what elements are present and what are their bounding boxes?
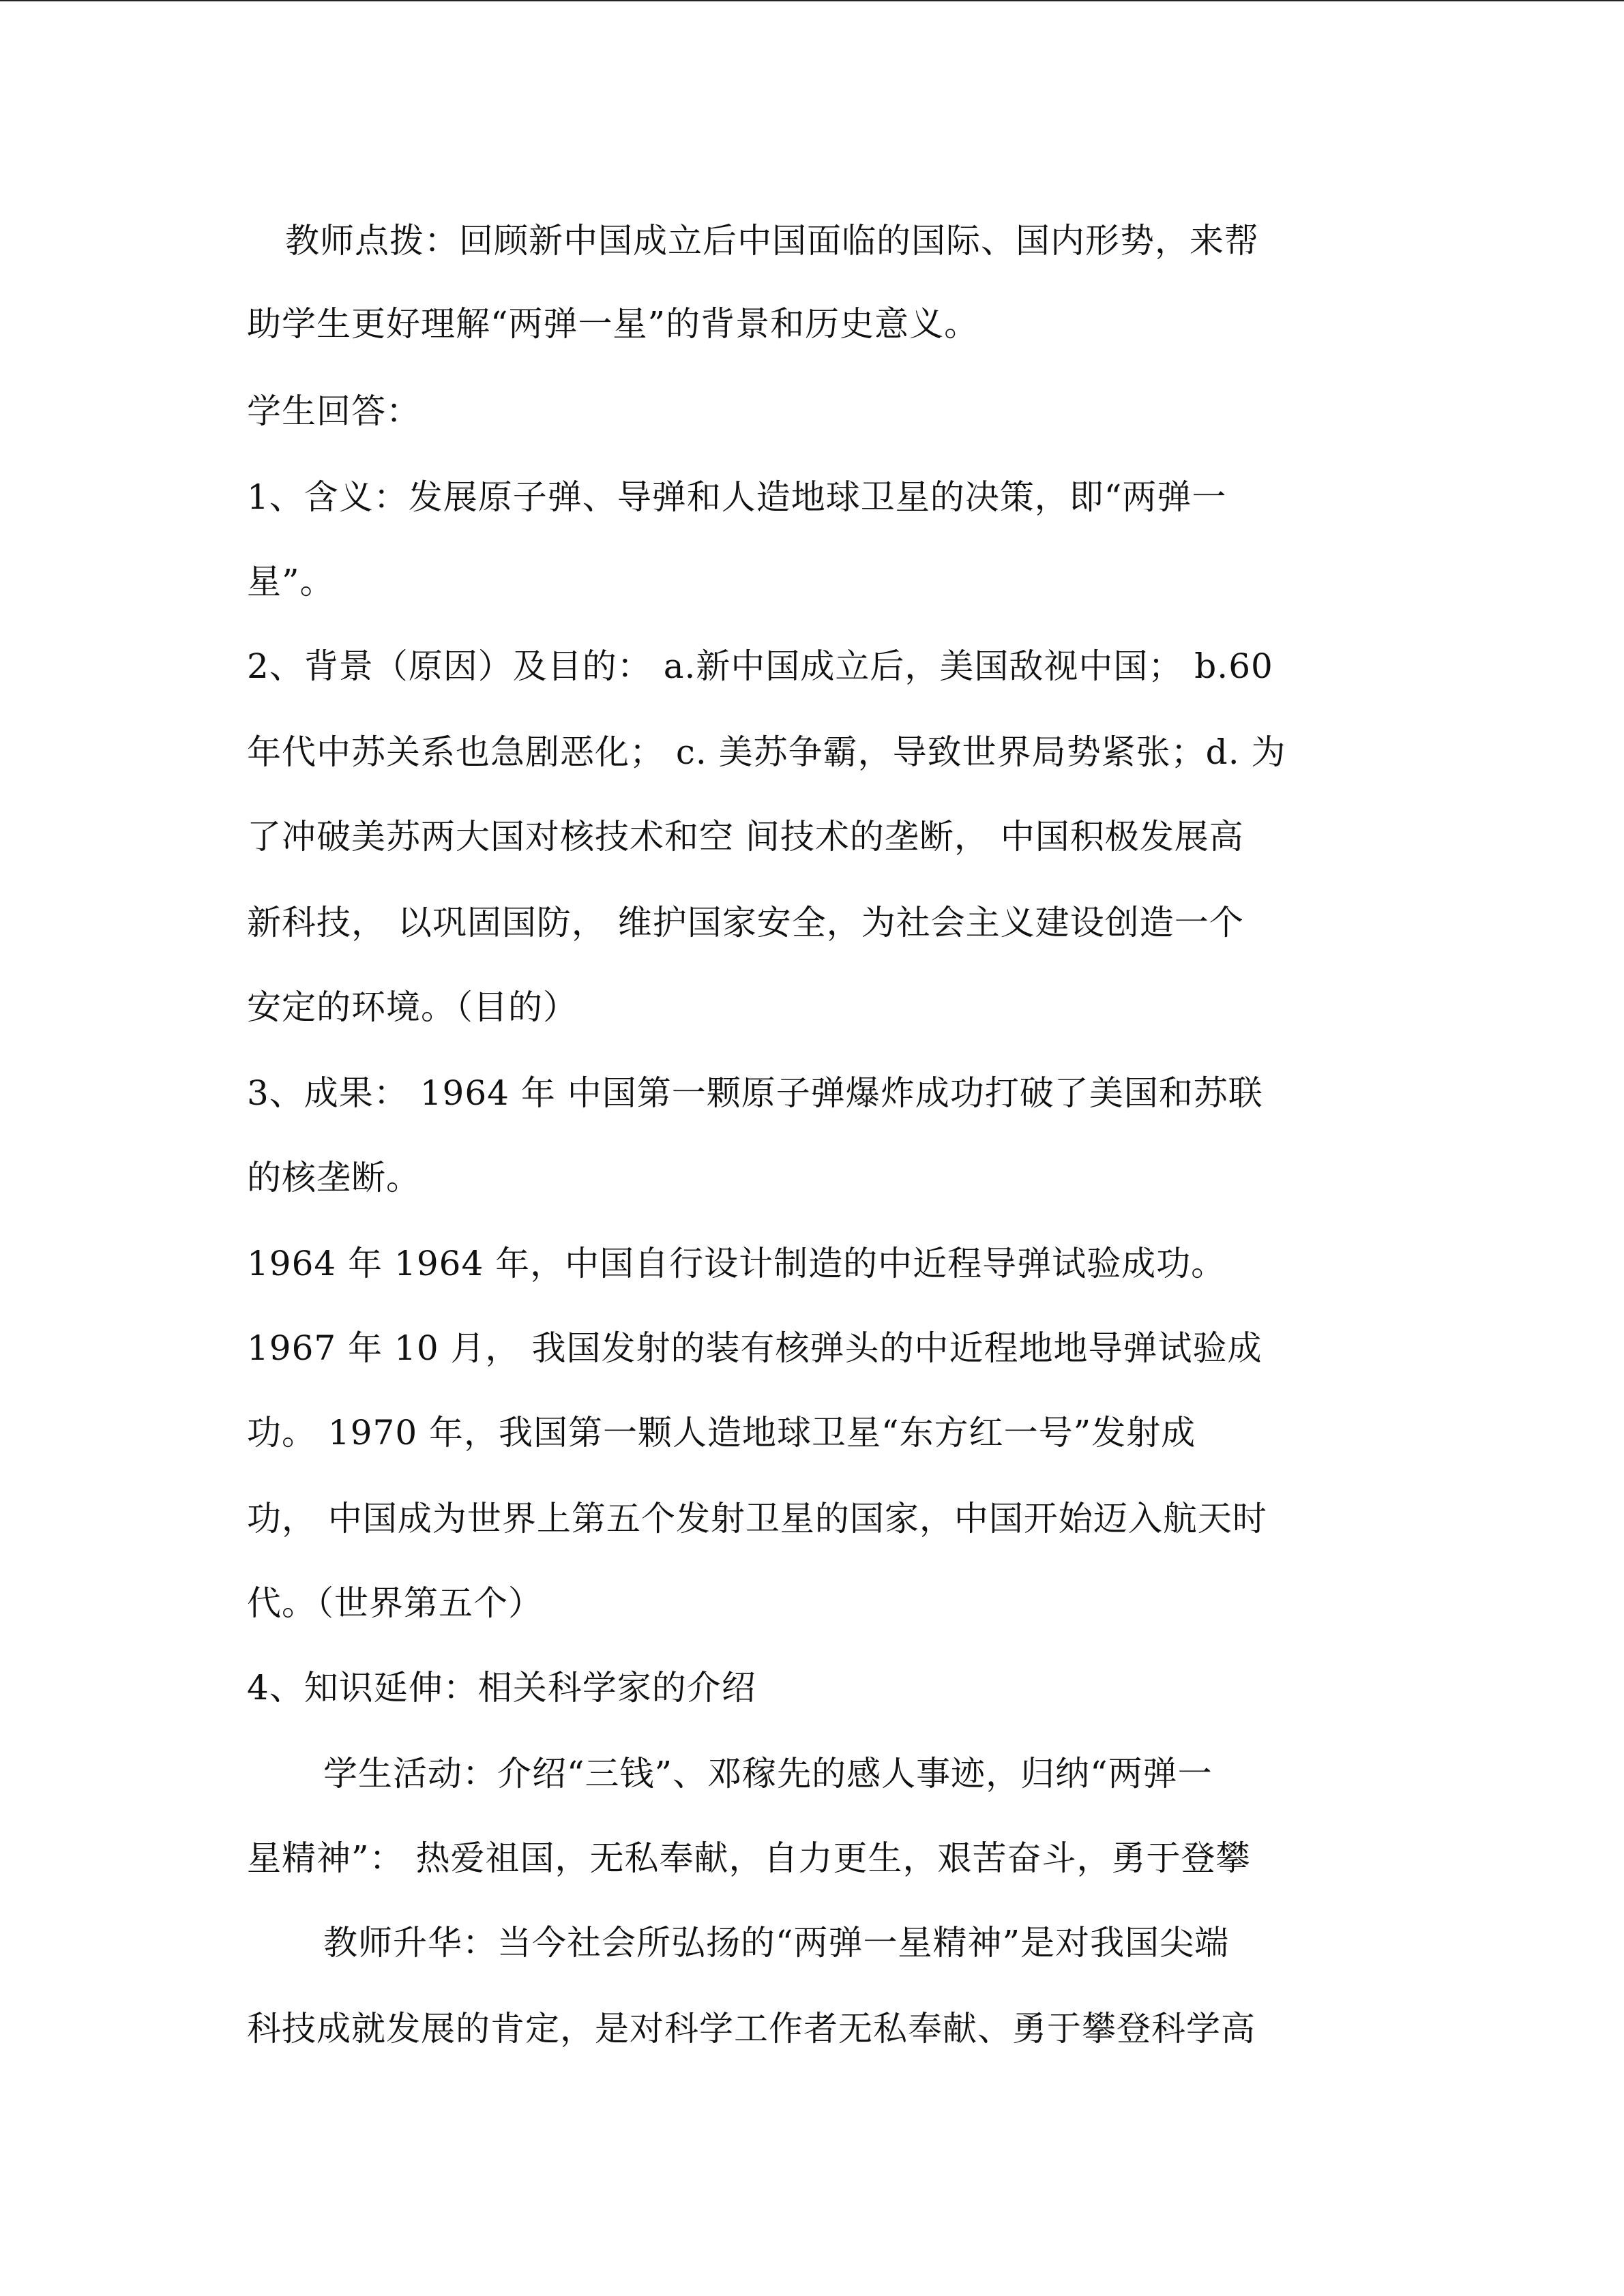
text-line: 星精神”： 热爱祖国，无私奉献，自力更生，艰苦奋斗，勇于登攀 — [247, 1838, 1251, 1878]
text-line: 的核垄断。 — [247, 1158, 421, 1197]
text-line: 年代中苏关系也急剧恶化； c. 美苏争霸，导致世界局势紧张；d. 为 — [247, 732, 1286, 772]
text-line: 功。 1970 年，我国第一颗人造地球卫星“东方红一号”发射成 — [247, 1413, 1196, 1452]
text-line: 功， 中国成为世界上第五个发射卫星的国家，中国开始迈入航天时 — [247, 1499, 1267, 1538]
text-line: 学生回答： — [247, 391, 421, 431]
text-line: 助学生更好理解“两弹一星”的背景和历史意义。 — [247, 304, 979, 344]
top-border — [0, 0, 1624, 1]
text-line: 3、成果： 1964 年 中国第一颗原子弹爆炸成功打破了美国和苏联 — [247, 1073, 1263, 1113]
text-line: 1964 年 1964 年，中国自行设计制造的中近程导弹试验成功。 — [247, 1244, 1226, 1283]
text-line: 4、知识延伸：相关科学家的介绍 — [247, 1668, 756, 1708]
text-line: 代。（世界第五个） — [247, 1583, 543, 1623]
text-line: 星”。 — [247, 562, 335, 601]
text-line: 安定的环境。（目的） — [247, 987, 578, 1027]
text-line: 1、含义：发展原子弹、导弹和人造地球卫星的决策，即“两弹一 — [247, 477, 1227, 517]
text-line: 教师点拨：回顾新中国成立后中国面临的国际、国内形势，来帮 — [285, 221, 1259, 260]
text-line: 科技成就发展的肯定，是对科学工作者无私奉献、勇于攀登科学高 — [247, 2009, 1256, 2048]
text-line: 教师升华：当今社会所弘扬的“两弹一星精神”是对我国尖端 — [323, 1923, 1230, 1963]
text-line: 1967 年 10 月， 我国发射的装有核弹头的中近程地地导弹试验成 — [247, 1328, 1263, 1368]
text-line: 新科技， 以巩固国防， 维护国家安全，为社会主义建设创造一个 — [247, 903, 1244, 942]
text-line: 2、背景（原因）及目的： a.新中国成立后，美国敌视中国； b.60 — [247, 646, 1273, 686]
text-line: 了冲破美苏两大国对核技术和空 间技术的垄断， 中国积极发展高 — [247, 817, 1244, 856]
text-line: 学生活动：介绍“三钱”、邓稼先的感人事迹，归纳“两弹一 — [323, 1754, 1213, 1793]
